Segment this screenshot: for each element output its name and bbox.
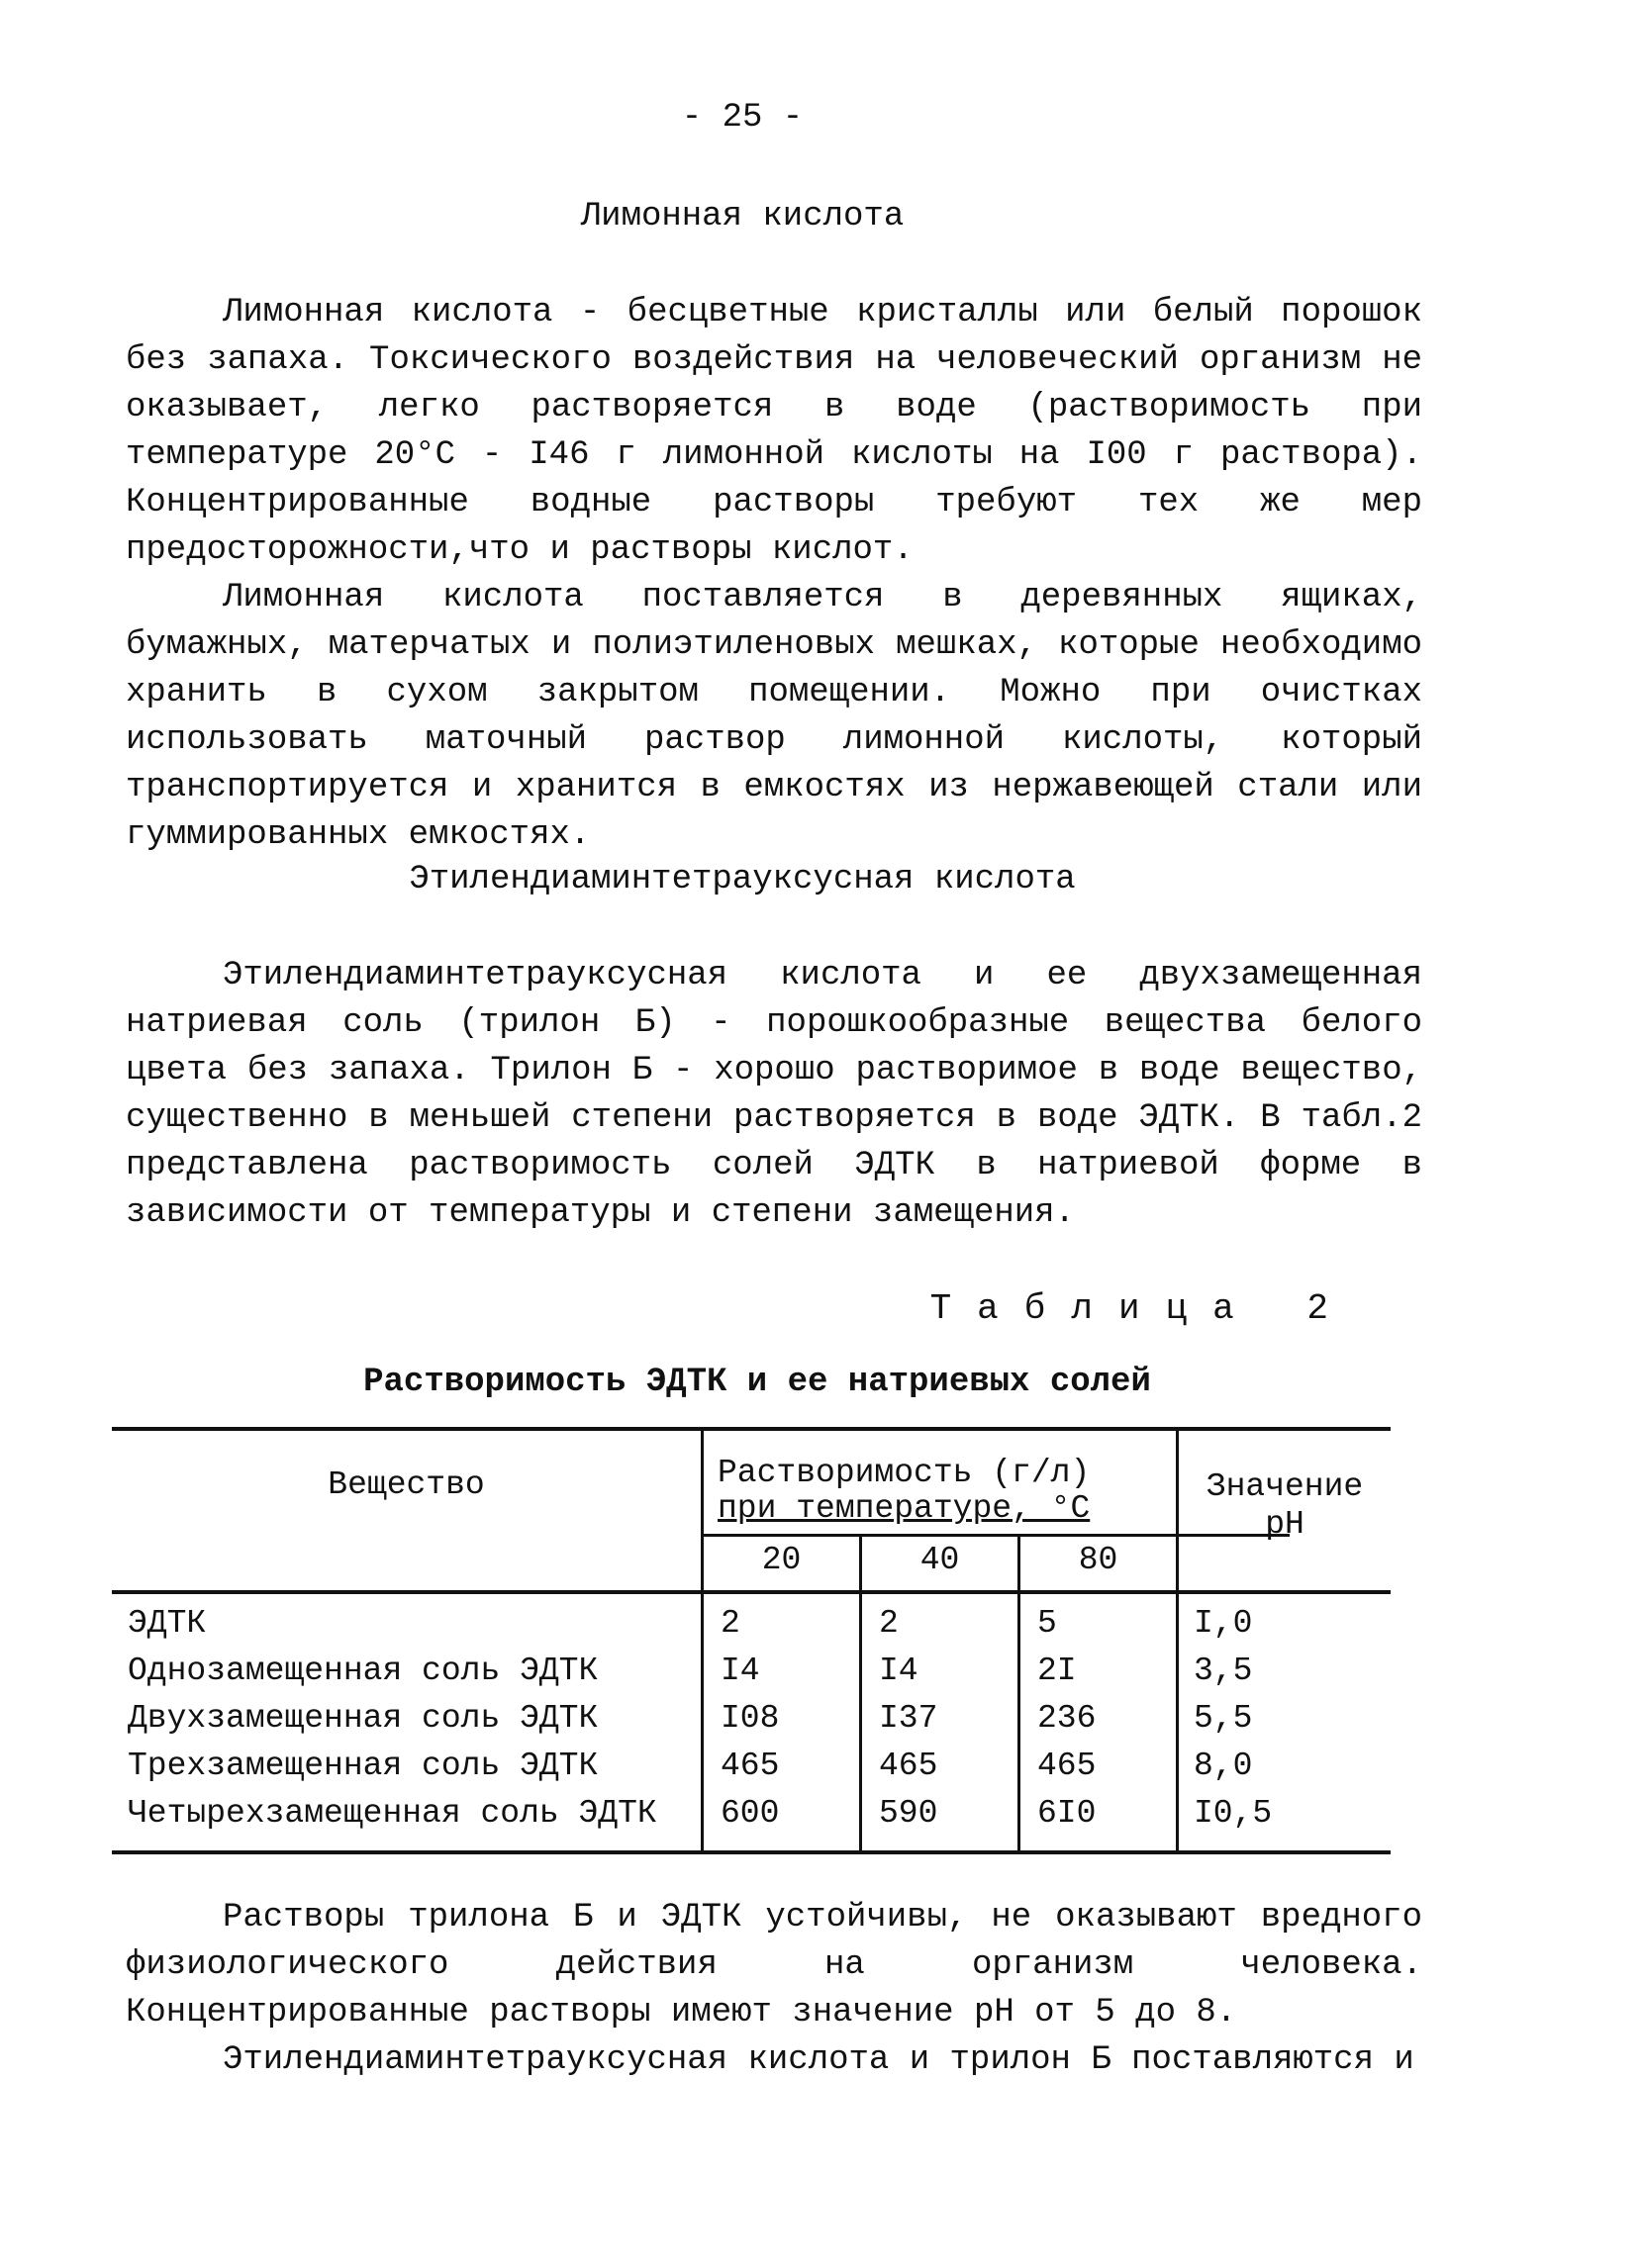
row-ph: I0,5 <box>1194 1795 1273 1832</box>
header-temp-80: 80 <box>1078 1542 1118 1578</box>
header-ph-line2: pH <box>1265 1506 1304 1543</box>
header-substance: Вещество <box>328 1466 485 1503</box>
row-t80: 2I <box>1037 1653 1077 1689</box>
paragraph-edta-1: Этилендиаминтетрауксусная кислота и ее двухзамещенная натриевая соль (трилон Б) - порошкообразные вещества белого цвета без запаха. Трилон Б - хорошо растворимое в воде вещество, существенно в меньшей степени растворяется в воде ЭДТК. В табл.2 представлена растворимость солей ЭДТК в натриевой форме в зависимости от температуры и степени замещения. <box>126 957 1422 1232</box>
table-row <box>112 1700 1391 1748</box>
row-ph: 8,0 <box>1194 1748 1253 1784</box>
paragraph-citric-acid-1: Лимонная кислота - бесцветные кристаллы или белый порошок без запаха. Токсического воздействия на человеческий организм не оказывает, легко растворяется в воде (растворимость при температуре 20°С - I46 г лимонной кислоты на I00 г раствора). Концентрированные водные растворы требуют тех же мер предосторожности,что и растворы кислот. <box>126 294 1422 569</box>
header-solubility-line1: Растворимость (г/л) <box>718 1455 1091 1491</box>
row-ph: 5,5 <box>1194 1700 1253 1737</box>
page-number: - 25 - <box>681 99 804 137</box>
table-header-rule <box>112 1590 1391 1594</box>
table-row <box>112 1795 1391 1843</box>
row-t80: 236 <box>1037 1700 1097 1737</box>
row-t80: 5 <box>1037 1605 1057 1642</box>
row-t20: I08 <box>721 1700 780 1737</box>
table-row <box>112 1748 1391 1795</box>
solubility-table <box>112 1427 1391 1854</box>
paragraph-citric-acid-2: Лимонная кислота поставляется в деревянных ящиках, бумажных, матерчатых и полиэтиленовых мешках, которые необходимо хранить в сухом закрытом помещении. Можно при очистках использовать маточный раствор лимонной кислоты, который транспортируется и хранится в емкостях из нержавеющей стали или гуммированных емкостях. <box>126 579 1422 854</box>
paragraph-after-table-1: Растворы трилона Б и ЭДТК устойчивы, не оказывают вредного физиологического действия на организм человека. Концентрированные растворы имеют значение pH от 5 до 8. <box>126 1899 1422 2032</box>
header-ph-line1: Значение <box>1206 1468 1364 1505</box>
header-solubility-line2: при температуре, °С <box>718 1490 1091 1527</box>
section-title-edta: Этилендиаминтетрауксусная кислота <box>409 861 1076 898</box>
row-substance: Однозамещенная соль ЭДТК <box>128 1653 599 1689</box>
row-substance: Трехзамещенная соль ЭДТК <box>128 1748 599 1784</box>
row-ph: I,0 <box>1194 1605 1253 1642</box>
row-t20: 465 <box>721 1748 780 1784</box>
row-substance: Двухзамещенная соль ЭДТК <box>128 1700 599 1737</box>
table-label: Таблица 2 <box>929 1288 1354 1329</box>
paragraph-after-table-2: Этилендиаминтетрауксусная кислота и трилон Б поставляются и <box>223 2041 1414 2079</box>
table-top-rule <box>112 1427 1391 1431</box>
row-t80: 465 <box>1037 1748 1097 1784</box>
row-t40: 590 <box>879 1795 938 1832</box>
section-title-citric-acid: Лимонная кислота <box>580 198 905 236</box>
header-temp-40: 40 <box>919 1542 960 1578</box>
table-row <box>112 1605 1391 1653</box>
table-row <box>112 1653 1391 1700</box>
table-title: Растворимость ЭДТК и ее натриевых солей <box>363 1364 1151 1401</box>
row-substance: Четырехзамещенная соль ЭДТК <box>128 1795 657 1832</box>
row-t20: 600 <box>721 1795 780 1832</box>
table-bottom-rule <box>112 1850 1391 1854</box>
row-ph: 3,5 <box>1194 1653 1253 1689</box>
row-t40: I37 <box>879 1700 938 1737</box>
row-t40: I4 <box>879 1653 918 1689</box>
row-t20: I4 <box>721 1653 760 1689</box>
row-t80: 6I0 <box>1037 1795 1097 1832</box>
header-temp-20: 20 <box>761 1542 802 1578</box>
row-t40: 465 <box>879 1748 938 1784</box>
row-substance: ЭДТК <box>128 1605 207 1642</box>
row-t20: 2 <box>721 1605 740 1642</box>
row-t40: 2 <box>879 1605 899 1642</box>
